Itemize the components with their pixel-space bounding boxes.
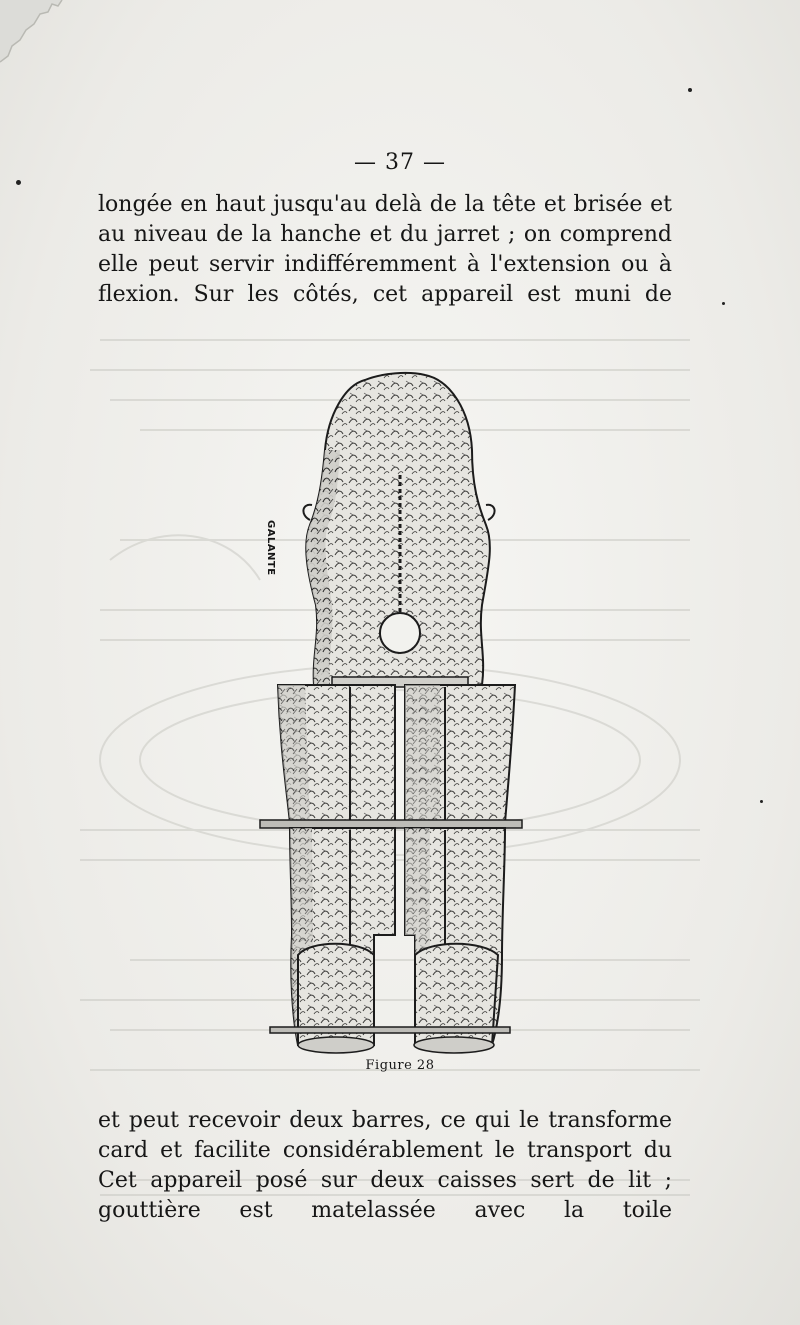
ink-speck xyxy=(722,302,725,305)
text-line: gouttière est matelassée avec la toile xyxy=(98,1198,672,1223)
text-line: Cet appareil posé sur deux caisses sert de lit ; xyxy=(98,1168,672,1193)
torn-corner xyxy=(0,0,70,70)
ink-speck xyxy=(16,180,21,185)
text-line: au niveau de la hanche et du jarret ; on comprend xyxy=(98,222,672,247)
figure-caption: Figure 28 xyxy=(365,1058,435,1073)
ink-speck xyxy=(760,800,763,803)
engraver-signature: GALANTE xyxy=(265,520,276,576)
text-line: elle peut servir indifféremment à l'extension ou à xyxy=(98,252,672,277)
text-line: longée en haut jusqu'au delà de la tête et brisée et xyxy=(98,192,672,217)
knee-crossbar xyxy=(260,820,522,828)
top-paragraph xyxy=(98,190,672,310)
page-number: — 37 — xyxy=(354,150,446,175)
foot-crossbar xyxy=(270,1027,510,1033)
text-line: card et facilite considérablement le transport du xyxy=(98,1138,672,1163)
text-line: flexion. Sur les côtés, cet appareil est muni de xyxy=(98,282,672,307)
ink-speck xyxy=(688,88,692,92)
double-splint-engraving xyxy=(250,355,540,1055)
bottom-paragraph xyxy=(98,1106,672,1226)
text-line: et peut recevoir deux barres, ce qui le transforme xyxy=(98,1108,672,1133)
